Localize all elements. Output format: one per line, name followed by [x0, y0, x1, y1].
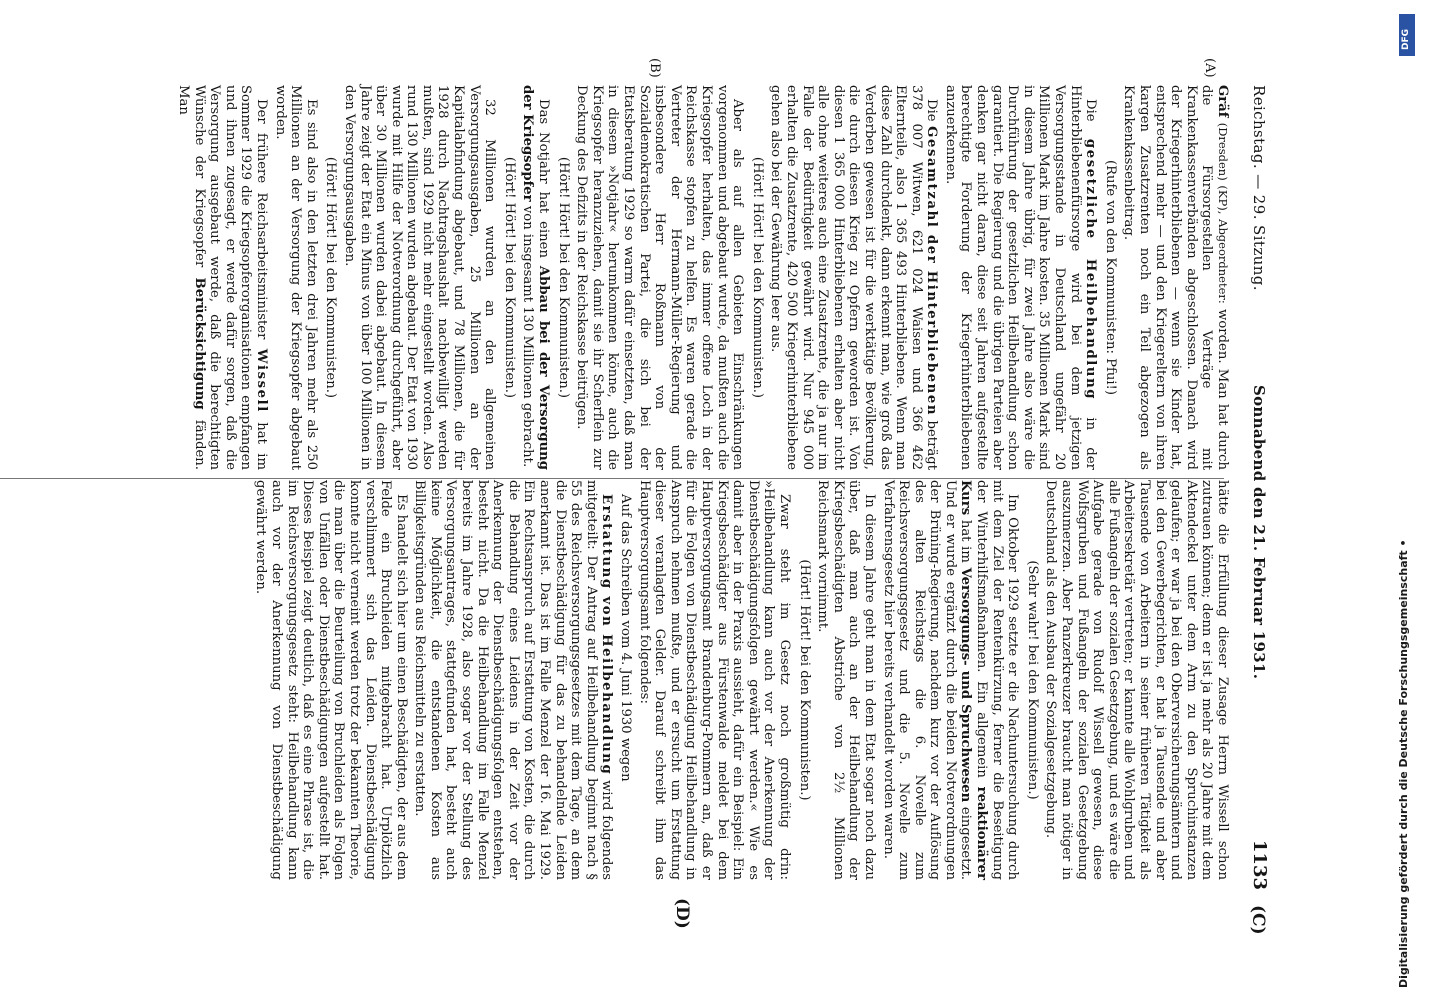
emphasis: Wissell [253, 348, 269, 413]
text-run: Das Notjahr hat einen [536, 99, 552, 258]
paragraph [880, 480, 1020, 880]
paragraph: Aber als auf allen Gebieten Einschränkungen vorgenommen und abgebaut wurde, da mußten auch die Kriegsopfer herhalten, das immer offene Loch in der Reichskasse stopfen zu helfen. Es waren gerade die Vertreter der Hermann-Müller-Regierung und insbesondere Herr Roßmann von der Sozialdemokratischen Partei, die sich bei der Etatsberatung 1929 so warm dafür einsetzten, daß man in diesem »Notjahr« herumkommen könne, auch die Kriegsopfer heranzuziehen, damit sie ihr Scherflein zur Deckung des Defizits in der Reichskasse beitrügen. [574, 85, 746, 470]
paragraph: Es sind also in den letzten drei Jahren mehr als 250 Millionen an der Versorgung der Kriegsopfer abgebaut worden. [272, 85, 319, 470]
column-divider [0, 478, 1224, 479]
paragraph: Zwar steht im Gesetz noch großmütig drin: »Heilbehandlung kann auch vor der Anerkennung der Dienstbeschädigungsfolgen gewährt werden.« Wie es damit aber in der Praxis aussieht, dafür ein Beispiel: Ein Kriegsbeschädigter aus Fürstenwalde meldet bei dem Hauptversorgungsamt Brandenburg-Pommern an, daß er für die Folgen von Dienstbeschädigung Heilbehandlung in Anspruch nehmen mußte, und er ersucht um Erstattung dieser veranlagten Gelder. Darauf schreibt ihm das Hauptversorgungsamt folgendes: [636, 480, 792, 880]
paragraph: 32 Millionen wurden an den allgemeinen Versorgungsausgaben, 25 Millionen an der Kapitalabfindung abgebaut, und 78 Millionen, die für 1928 durch Nachtragshaushalt nachbewilligt werden mußten, sind 1929 nicht mehr eingestellt worden. Also rund 130 Millionen wurden abgebaut. Der Etat von 1930 wurde mit Hilfe der Notverordnung durchgeführt, aber über 30 Millionen wurden dabei abgebaut. In diesem Jahre zeigt der Etat ein Minus von über 100 Millionen in den Versorgungsausgaben. [341, 85, 498, 470]
paragraph: Es handelt sich hier um einen Beschädigten, der aus dem Felde ein Bruchleiden mitgebracht hat. Urplötzlich verschlimmert sich das Leiden. Dienstbeschädigung konnte nicht verneint werden trotz der bekannten Theorie, die man über die Beurteilung von Bruchleiden als Folgen von Unfällen oder Dienstbeschädigungen aufgestellt hat. Dieses Beispiel zeigt deutlich, daß es eine Phrase ist, die im Reichsversorgungsgesetz steht: Heilbehandlung kann auch vor der Anerkennung von Dienstbeschädigung gewährt werden. [253, 480, 409, 880]
speaker-line [1121, 85, 1230, 470]
paragraph [768, 85, 940, 470]
margin-marker-c: (C) [1248, 905, 1268, 935]
digitization-notice [1389, 8, 1425, 992]
header-date: Sonnabend den 21. Februar 1931. [1250, 385, 1268, 680]
emphasis: Berücksichtigung [191, 277, 207, 410]
interjection: (Hört! Hört! bei den Kommunisten.) [796, 559, 812, 801]
paragraph [942, 85, 1098, 470]
text-run: hat im [958, 519, 974, 563]
text-run: in der Hinterbliebenenfürsorge wird bei dem jetzigen Versorgungsstande in Deutschland ungefähr 20 Millionen Mark im Jahre kosten. 35 Millionen Mark sind in diesem Jahre übrig, für zwei Jahre also wäre die Durchführung der gesetzlichen Heilbehandlung schon garantiert. Die Regierung und die übrigen Parteien aber denken gar nicht daran, diese seit Jahren aufgestellte berechtigte Forderung der Kriegerhinterbliebenen anzuerkennen. [942, 85, 1099, 470]
paragraph: Auf das Schreiben vom 4. Juni 1930 wegen [618, 494, 634, 782]
interjection: (Hört! Hört! bei den Kommunisten.) [501, 156, 517, 399]
margin-marker-d: (D) [672, 898, 692, 929]
emphasis: Erstattung von Heilbehandlung [599, 494, 615, 776]
dfg-logo [1399, 14, 1415, 56]
page-header [1240, 85, 1274, 890]
header-session: Reichstag. — 29. Sitzung. [1250, 85, 1268, 291]
emphasis: Gesamtzahl der Hinterbliebenen [924, 126, 940, 417]
text-run: fänden. Man [176, 85, 207, 470]
margin-marker-b: (B) [647, 58, 662, 78]
emphasis: Versorgungs- und Spruchwesen [958, 567, 974, 803]
paragraph [175, 85, 269, 470]
interjection: (Hört! Hört! bei den Kommunisten.) [555, 156, 571, 399]
dfg-logo-text: DFG [1401, 28, 1411, 50]
paragraph-text: worden. Man hat durch die Fürsorgestellen Verträge mit Krankenkassenverbänden abgeschlossen. Danach wird der Kriegerhinterbliebenen — wenn sie Kinder hat, entsprechend mehr — und den Kriegereltern von ihren kargen Zusatzrenten noch ein Teil abgezogen als Krankenkassenbeitrag. [1121, 85, 1230, 470]
paragraph: In diesem Jahre geht man in dem Etat sogar noch dazu über, daß man auch an der Heilbehandlung der Kriegsbeschädigten Abstriche von 2½ Millionen Reichsmark vornimmt. [815, 480, 877, 880]
text-run: Der frühere Reichsarbeitsminister [253, 99, 269, 340]
emphasis: reaktionärer Kurs [958, 480, 990, 880]
interjection: (Hört! Hört! bei den Kommunisten.) [323, 156, 339, 399]
text-run: wird folgendes mitgeteilt: Der Antrag auf Heilbehandlung beginnt nach § 55 des Reichsversorgungsgesetzes mit dem Tage, an dem die Dienstbeschädigung für das zu behandelnde Leiden anerkannt ist. Das ist im Falle Menzel der 16. Mai 1929. Ein Rechtsanspruch auf Erstattung von Kosten, die durch die Behandlung eines Leidens in der Zeit vor der Anerkennung der Dienstbeschädigungsfolgen entstehen, besteht nicht. Da die Heilbehandlung im Falle Menzel bereits im Jahre 1928, also sogar vor der Stellung des Versorgungsantrages, stattgefunden hat, besteht auch keine Möglichkeit, die entstandenen Kosten aus Billigkeitsgründen aus Reichsmitteln zu erstatten. [412, 480, 615, 880]
speaker-meta: (Dresden) (KP), Abgeordneter: [1216, 122, 1230, 304]
text-run: beträgt 378 007 Witwen, 621 024 Waisen und 366 462 Elternteile, also 1 365 493 Hinterbliebene. Wenn man diese Zahl durchdenkt, dann erkennt man, wie groß das Verderben gewesen ist für die werktätige Bevölkerung, die durch diesen Krieg zu Opfern geworden ist. Von diesen 1 365 000 Hinterbliebenen erhalten aber nicht alle ohne weiteres auch eine Zusatzrente, die ja nur im Falle der Bedürftigkeit gewährt wird. Nur 945 000 erhalten die Zusatzrente, 420 500 Kriegerhinterbliebene gehen also bei der Gewährung leer aus. [768, 85, 940, 470]
right-column [250, 480, 1230, 880]
text-run: von insgesamt 130 Millionen gebracht. [520, 205, 536, 468]
text-run: eingesetzt. Und er wurde ergänzt durch die beiden Notverordnungen der Brüning-Regierung, nachdem kurz vor der Auflösung des alten Reichstags die 6. Novelle zum Reichsversorgungsgesetz und die 5. Novelle zum Verfahrensgesetz hier bereits verhandelt worden waren. [880, 480, 974, 880]
digitization-text: Digitalisierung gefördert durch die Deutsche Forschungsgemeinschaft • [1397, 539, 1410, 988]
interjection: (Sehr wahr! bei den Kommunisten.) [1024, 560, 1040, 800]
paragraph: hätte die Erfüllung dieser Zusage Herrn Wissell schon zutrauen können; denn er ist ja mehr als 20 Jahre mit dem Aktendeckel unter dem Arm zu den Spruchinstanzen gelaufen; er war ja bei den Oberversicherungsämtern und bei den Gewerbegerichten, er hat ja Tausende und aber Tausende von Arbeitern in seiner früheren Tätigkeit als Arbeitersekretär vertreten; er kannte alle Wohlgruben und alle Fußangeln der sozialen Gesetzgebung, und es wäre die Aufgabe gerade von Rudolf Wissell gewesen, diese Wolfsgruben und Fußangeln der sozialen Gesetzgebung auszumerzen. Aber Panzerkreuzer braucht man nötiger in Deutschland als den Ausbau der Sozialgesetzgebung. [1043, 480, 1230, 880]
paragraph [412, 480, 615, 880]
text-run: Im Oktober 1929 setzte er die Nachuntersuchung durch mit dem Ziel der Rentenkürzung, ferner die Beseitigung der Winterhilfsmaßnahmen. Ein allgemein [974, 480, 1021, 880]
left-column [172, 85, 1230, 470]
text-run: hat im Sommer 1929 die Kriegsopferorganisationen empfangen und ihnen zugesagt, er werde dafür sorgen, daß die Versorgung ausgebaut werde, daß die berechtigten Wünsche der Kriegsopfer [191, 85, 269, 470]
margin-marker-a: (A) [1202, 58, 1217, 78]
speaker-name: Gräf [1215, 85, 1230, 118]
interjection: (Rufe von den Kommunisten: Pfui!) [1102, 159, 1118, 395]
interjection: (Hört! Hört! bei den Kommunisten.) [749, 156, 765, 399]
emphasis: gesetzliche Heilbehandlung [1083, 138, 1099, 401]
text-run: Die [1083, 99, 1099, 122]
page-number: 1133 [1249, 839, 1270, 890]
paragraph [520, 85, 551, 470]
emphasis: Abbau bei der Versorgung der Kriegsopfer [520, 85, 552, 470]
text-run: Die [924, 99, 940, 122]
